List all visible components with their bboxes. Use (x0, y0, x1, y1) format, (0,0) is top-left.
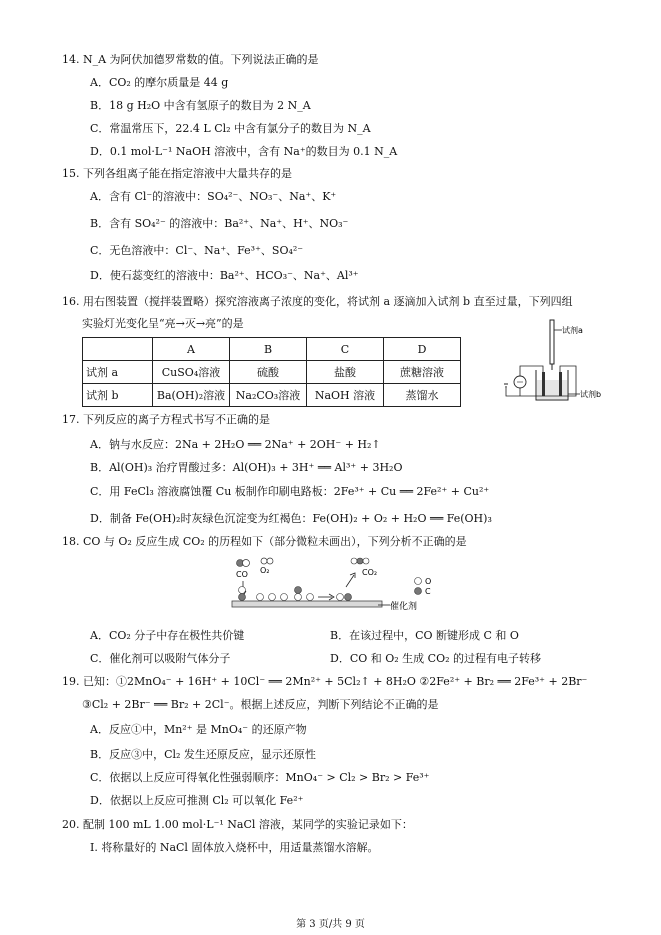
table-cell: Na₂CO₃溶液 (230, 384, 307, 407)
q15-stem: 15. 下列各组离子能在指定溶液中大量共存的是 (62, 167, 292, 180)
table-row (83, 361, 461, 384)
table-cell: 盐酸 (307, 361, 384, 384)
q19-stem-line2: ③Cl₂ + 2Br⁻ ══ Br₂ + 2Cl⁻。根据上述反应，判断下列结论不正确的是 (82, 698, 439, 711)
q16-table (82, 337, 461, 407)
table-cell: 试剂 b (83, 384, 153, 407)
q17-option-a: A．钠与水反应：2Na + 2H₂O ══ 2Na⁺ + 2OH⁻ + H₂↑ (90, 438, 381, 451)
table-cell: 蒸馏水 (384, 384, 461, 407)
legend-c-label: C (425, 587, 431, 596)
q17-option-d: D．制备 Fe(OH)₂时灰绿色沉淀变为红褐色：Fe(OH)₂ + O₂ + H₂O ══ Fe(OH)₃ (90, 512, 492, 525)
q19-option-a: A．反应①中，Mn²⁺ 是 MnO₄⁻ 的还原产物 (90, 723, 307, 736)
table-row (83, 384, 461, 407)
q16-apparatus-figure (500, 318, 620, 410)
table-header-cell (83, 338, 153, 361)
q14-option-c: C．常温常压下，22.4 L Cl₂ 中含有氯分子的数目为 N_A (90, 122, 371, 135)
table-header-cell: C (307, 338, 384, 361)
q15-option-d: D．使石蕊变红的溶液中：Ba²⁺、HCO₃⁻、Na⁺、Al³⁺ (90, 269, 359, 282)
co2-label: CO₂ (362, 568, 378, 577)
label-reagent-b: 试剂b (580, 390, 602, 399)
q14-stem: 14. N_A 为阿伏加德罗常数的值。下列说法正确的是 (62, 53, 319, 66)
q19-stem-line1: 19. 已知：①2MnO₄⁻ + 16H⁺ + 10Cl⁻ ══ 2Mn²⁺ + 5Cl₂↑ + 8H₂O ②2Fe²⁺ + Br₂ ══ 2Fe³⁺ + 2Br⁻ (62, 675, 588, 688)
table-cell: CuSO₄溶液 (153, 361, 230, 384)
table-cell: Ba(OH)₂溶液 (153, 384, 230, 407)
legend-o-marker (415, 578, 422, 585)
table-cell: NaOH 溶液 (307, 384, 384, 407)
legend-c-marker (415, 588, 422, 595)
q19-option-b: B．反应③中，Cl₂ 发生还原反应，显示还原性 (90, 748, 316, 761)
q18-stem: 18. CO 与 O₂ 反应生成 CO₂ 的历程如下（部分微粒未画出），下列分析不正确的是 (62, 535, 467, 548)
o2-label: O₂ (260, 566, 270, 575)
q15-option-c: C．无色溶液中：Cl⁻、Na⁺、Fe³⁺、SO₄²⁻ (90, 244, 304, 257)
q20-step-1: I. 将称量好的 NaCl 固体放入烧杯中，用适量蒸馏水溶解。 (90, 841, 379, 854)
q18-option-d: D．CO 和 O₂ 生成 CO₂ 的过程有电子转移 (330, 652, 542, 665)
table-header-cell: B (230, 338, 307, 361)
table-cell: 硫酸 (230, 361, 307, 384)
q15-option-a: A．含有 Cl⁻的溶液中：SO₄²⁻、NO₃⁻、Na⁺、K⁺ (90, 190, 337, 203)
q19-option-c: C．依据以上反应可得氧化性强弱顺序：MnO₄⁻ > Cl₂ > Br₂ > Fe³⁺ (90, 771, 430, 784)
q14-option-b: B．18 g H₂O 中含有氢原子的数目为 2 N_A (90, 99, 311, 112)
page-footer: 第 3 页/共 9 页 (296, 919, 365, 930)
table-cell: 试剂 a (83, 361, 153, 384)
legend-o-label: O (425, 577, 432, 586)
table-header-cell: A (153, 338, 230, 361)
label-reagent-a: 试剂a (562, 326, 583, 335)
q15-option-b: B．含有 SO₄²⁻ 的溶液中：Ba²⁺、Na⁺、H⁺、NO₃⁻ (90, 217, 349, 230)
q18-reaction-figure (228, 555, 438, 619)
q18-option-c: C．催化剂可以吸附气体分子 (90, 652, 231, 665)
burette (550, 320, 554, 364)
q16-stem-line2: 实验灯光变化呈“亮→灭→亮”的是 (82, 317, 244, 330)
q20-stem: 20. 配制 100 mL 1.00 mol·L⁻¹ NaCl 溶液，某同学的实验记录如下： (62, 818, 413, 831)
q18-option-a: A．CO₂ 分子中存在极性共价键 (90, 629, 245, 642)
table-cell: 蔗糖溶液 (384, 361, 461, 384)
catalyst-surface (232, 601, 382, 607)
catalyst-label: 催化剂 (390, 602, 418, 612)
q16-stem-line1: 16. 用右图装置（搅拌装置略）探究溶液离子浓度的变化，将试剂 a 逐滴加入试剂 b 直至过量，下列四组 (62, 295, 573, 308)
q18-option-b: B．在该过程中，CO 断键形成 C 和 O (330, 629, 519, 642)
co-label: CO (236, 570, 248, 579)
q19-option-d: D．依据以上反应可推测 Cl₂ 可以氧化 Fe²⁺ (90, 794, 304, 807)
q17-stem: 17. 下列反应的离子方程式书写不正确的是 (62, 413, 270, 426)
table-row (83, 338, 461, 361)
q14-option-d: D．0.1 mol·L⁻¹ NaOH 溶液中，含有 Na⁺的数目为 0.1 N_A (90, 145, 398, 158)
q17-option-c: C．用 FeCl₃ 溶液腐蚀覆 Cu 板制作印刷电路板：2Fe³⁺ + Cu ══ 2Fe²⁺ + Cu²⁺ (90, 485, 490, 498)
table-header-cell: D (384, 338, 461, 361)
q17-option-b: B．Al(OH)₃ 治疗胃酸过多：Al(OH)₃ + 3H⁺ ══ Al³⁺ + 3H₂O (90, 461, 403, 474)
q14-option-a: A．CO₂ 的摩尔质量是 44 g (90, 76, 229, 89)
